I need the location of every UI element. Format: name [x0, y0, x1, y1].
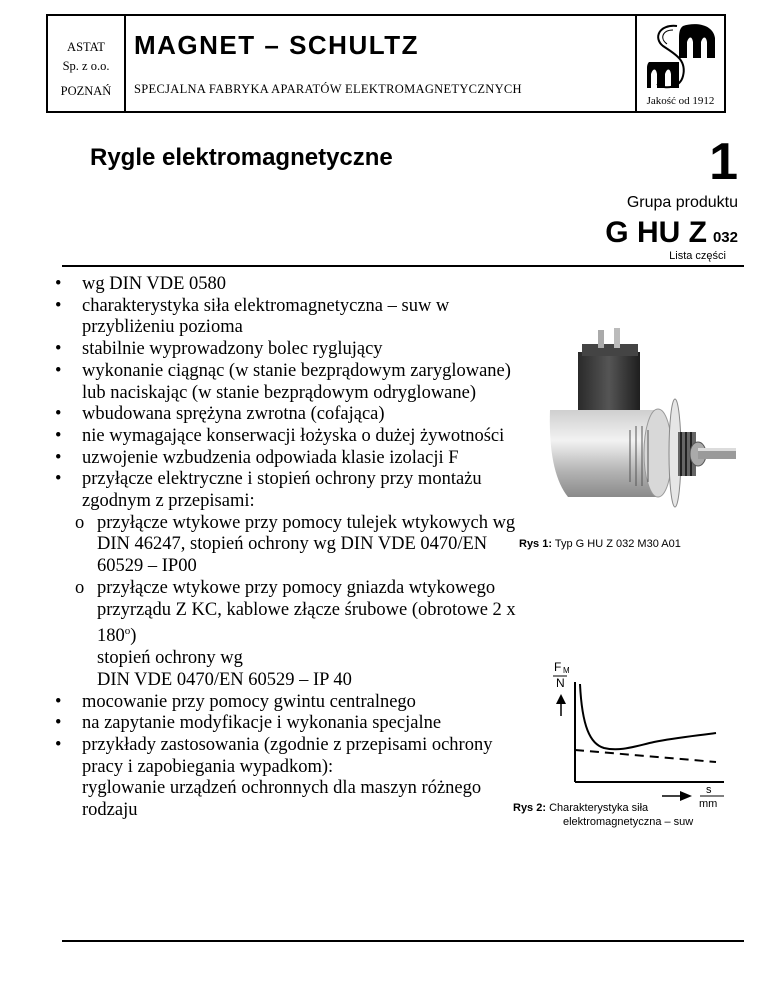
y-axis-label: F	[554, 660, 562, 674]
logo-cell	[635, 16, 724, 111]
company-subtitle: SPECJALNA FABRYKA APARATÓW ELEKTROMAGNETYCZNYCH	[134, 82, 522, 96]
feature-item: • stabilnie wyprowadzony bolec ryglujący	[50, 339, 520, 361]
company-name: MAGNET – SCHULTZ	[134, 30, 419, 60]
header-divider	[62, 265, 744, 267]
feature-item-text: przyłącze elektryczne i stopień ochrony przy montażu zgodnym z przepisami:	[82, 469, 482, 512]
product-code-suffix: 032	[712, 229, 738, 246]
force-curve-dashed	[575, 750, 716, 762]
company-legal-form: Sp. z o.o.	[62, 59, 110, 73]
ms-logo-icon	[643, 20, 719, 92]
application-text: ryglowanie urządzeń ochronnych dla maszyn różnego rodzaju	[82, 778, 482, 821]
figure1-label: Rys 1:	[519, 538, 553, 550]
product-group-label: Grupa produktu	[626, 194, 738, 211]
protection-value: DIN VDE 0470/EN 60529 – IP 40	[97, 669, 352, 690]
parts-list-label: Lista części	[669, 250, 726, 262]
y-axis-label-sub: M	[563, 666, 570, 675]
feature-item-text: przykłady zastosowania (zgodnie z przepisami ochrony pracy i zapobiegania wypadkom):	[82, 734, 493, 777]
x-axis-label: s	[706, 784, 712, 796]
company-short-name: ASTAT	[67, 40, 105, 54]
figure1-caption-text: Typ G HU Z 032 M30 A01	[554, 538, 681, 550]
feature-item: • wbudowana sprężyna zwrotna (cofająca)	[50, 404, 520, 426]
since-label: Jakość od 1912	[646, 95, 715, 107]
feature-item-connection	[50, 469, 520, 512]
subfeature-item: o przyłącze wtykowe przy pomocy tulejek wtykowych wg DIN 46247, stopień ochrony wg DIN VDE 0470/EN 60529 – IP00	[50, 513, 520, 578]
figure2-caption-line1: Charakterystyka siła	[549, 802, 649, 814]
feature-item: • uzwojenie wzbudzenia odpowiada klasie izolacji F	[50, 448, 520, 470]
subfeature-text-end: )	[130, 626, 137, 647]
feature-item	[50, 735, 520, 822]
company-city: POZNAŃ	[60, 84, 112, 98]
y-axis-unit: N	[556, 676, 565, 690]
feature-item: • na zapytanie modyfikacje i wykonania specjalne	[50, 713, 520, 735]
feature-item: • charakterystyka siła elektromagnetyczna – suw w przybliżeniu pozioma	[50, 296, 520, 339]
feature-list	[50, 274, 520, 822]
x-axis-unit: mm	[699, 798, 718, 810]
solenoid-photo	[538, 322, 743, 522]
product-code-main: G HU Z	[605, 216, 707, 249]
subfeature-text: przyłącze wtykowe przy pomocy gniazda wtykowego przyrządu Z KC, kablowe złącze śrubowe (obrotowe 2 x 180	[97, 577, 516, 647]
subfeature-item	[50, 578, 520, 692]
feature-item: • mocowanie przy pomocy gwintu centralnego	[50, 692, 520, 714]
page-title: Rygle elektromagnetyczne	[90, 144, 393, 171]
force-stroke-chart	[544, 656, 734, 816]
figure1-caption	[519, 538, 681, 550]
figure2-caption	[513, 802, 648, 814]
x-arrow-head	[680, 791, 692, 801]
degree-superscript: o	[124, 625, 131, 638]
feature-item: • nie wymagające konserwacji łożyska o dużej żywotności	[50, 426, 520, 448]
header-box	[46, 14, 726, 113]
figure2-label: Rys 2:	[513, 802, 547, 814]
y-arrow-head	[556, 694, 566, 704]
footer-divider	[62, 940, 744, 942]
feature-item: • wykonanie ciągnąc (w stanie bezprądowym zaryglowane) lub naciskając (w stanie bezprądowym odryglowane)	[50, 361, 520, 404]
feature-item: • wg DIN VDE 0580	[50, 274, 520, 296]
protection-label: stopień ochrony wg	[97, 648, 243, 669]
force-curve-solid	[580, 684, 716, 749]
company-address-cell	[48, 16, 126, 111]
product-code	[605, 216, 738, 250]
page-number: 1	[709, 133, 738, 191]
figure2-caption-line2: elektromagnetyczna – suw	[563, 816, 694, 828]
